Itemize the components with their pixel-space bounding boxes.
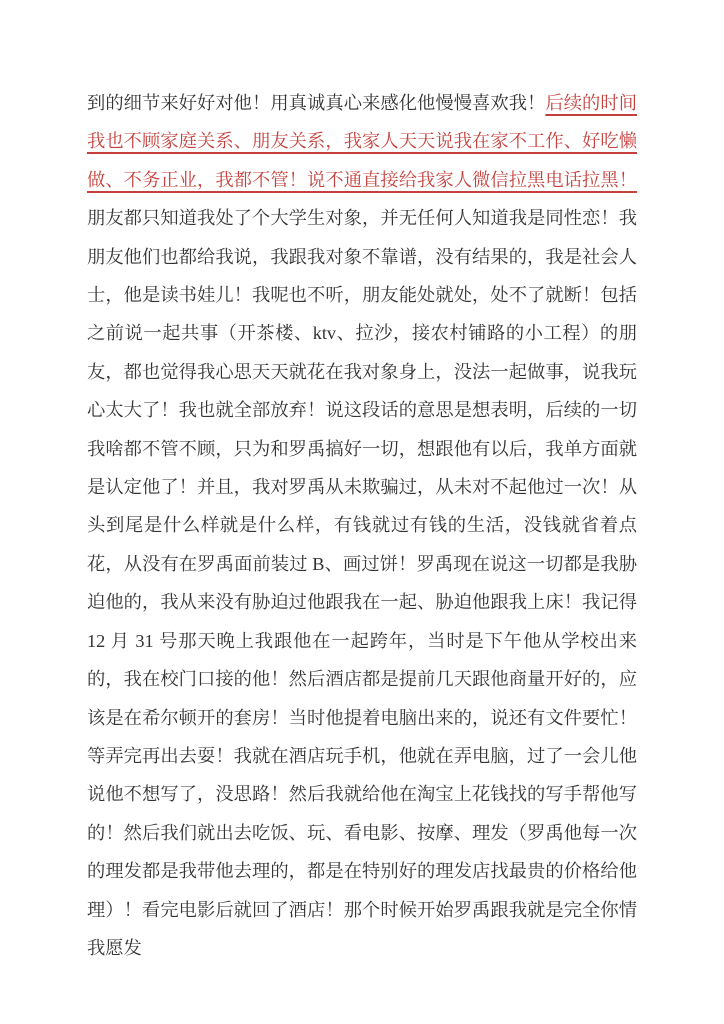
- text-run-highlighted: 后续的时间我也不顾家庭关系、朋友关系，我家人天天说我在家不工作、好吃懒做、不务正业，我都不管！说不通直接给我家人微信拉黑电话拉黑！: [87, 93, 638, 190]
- document-paragraph: [87, 84, 637, 967]
- text-run-normal: 朋友都只知道我处了个大学生对象，并无任何人知道我是同性恋！我朋友他们也都给我说，我跟我对象不靠谱，没有结果的，我是社会人士，他是读书娃儿！我呢也不听，朋友能处就处，处不了就断！包括之前说一起共事（开茶楼、ktv、拉沙，接农村铺路的小工程）的朋友，都也觉得我心思天天就花在我对象身上，没法一起做事，说我玩心太大了！我也就全部放弃！说这段话的意思是想表明，后续的一切我啥都不管不顾，只为和罗禹搞好一切，想跟他有以后，我单方面就是认定他了！并且，我对罗禹从未欺骗过，从未对不起他过一次！从头到尾是什么样就是什么样，有钱就过有钱的生活，没钱就省着点花，从没有在罗禹面前装过 B、画过饼！罗禹现在说这一切都是我胁迫他的，我从来没有胁迫过他跟我在一起、胁迫他跟我上床！我记得 12 月 31 号那天晚上我跟他在一起跨年，当时是下午他从学校出来的，我在校门口接的他！然后酒店都是提前几天跟他商量开好的，应该是在希尔顿开的套房！当时他提着电脑出来的，说还有文件要忙！等弄完再出去耍！我就在酒店玩手机，他就在弄电脑，过了一会儿他说他不想写了，没思路！然后我就给他在淘宝上花钱找的写手帮他写的！然后我们就出去吃饭、玩、看电影、按摩、理发（罗禹他每一次的理发都是我带他去理的，都是在特别好的理发店找最贵的价格给他理）！看完电影后就回了酒店！那个时候开始罗禹跟我就是完全你情我愿发: [87, 208, 637, 958]
- text-run-normal: 到的细节来好好对他！用真诚真心来感化他慢慢喜欢我！: [87, 93, 546, 113]
